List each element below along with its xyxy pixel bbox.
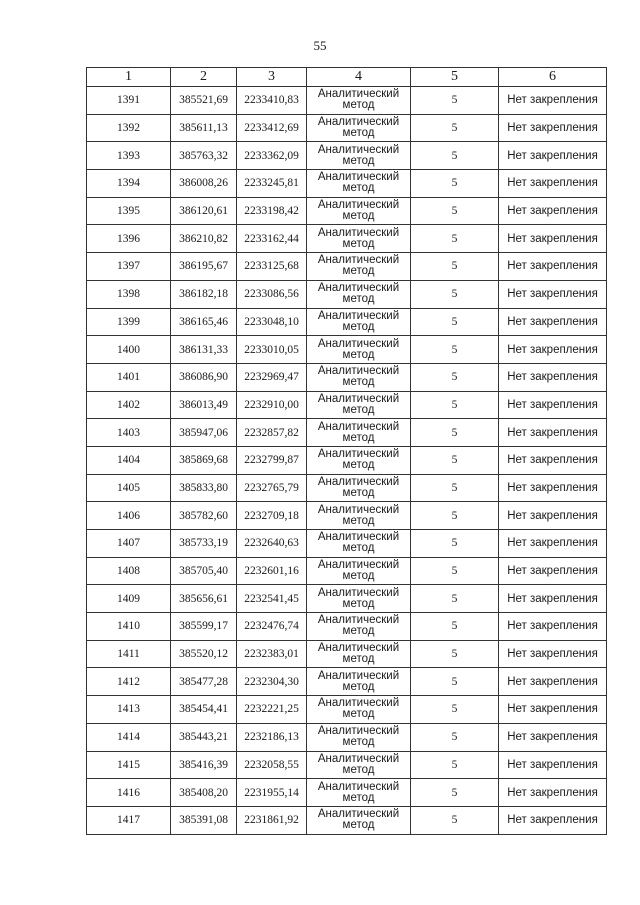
method-line-2: метод	[342, 542, 375, 555]
accuracy-cell: 5	[411, 530, 499, 558]
method-cell	[307, 640, 411, 668]
method-line-2: метод	[342, 348, 375, 361]
table-row	[87, 613, 607, 641]
y-coordinate-cell: 2232969,47	[237, 363, 307, 391]
method-line-2: метод	[342, 403, 375, 416]
y-coordinate-cell: 2232857,82	[237, 419, 307, 447]
fixation-cell: Нет закрепления	[499, 280, 607, 308]
accuracy-cell: 5	[411, 668, 499, 696]
y-coordinate-cell: 2233048,10	[237, 308, 307, 336]
method-line-2: метод	[342, 791, 375, 804]
method-line-1: Аналитический	[317, 475, 400, 488]
point-number-cell: 1410	[87, 613, 171, 641]
method-line-1: Аналитический	[317, 669, 400, 682]
method-cell	[307, 363, 411, 391]
table-row	[87, 585, 607, 613]
fixation-cell: Нет закрепления	[499, 668, 607, 696]
y-coordinate-cell: 2231861,92	[237, 806, 307, 834]
method-cell	[307, 613, 411, 641]
fixation-cell: Нет закрепления	[499, 696, 607, 724]
method-line-2: метод	[342, 127, 375, 140]
y-coordinate-cell: 2232640,63	[237, 530, 307, 558]
y-coordinate-cell: 2232221,25	[237, 696, 307, 724]
x-coordinate-cell: 385869,68	[171, 446, 237, 474]
accuracy-cell: 5	[411, 391, 499, 419]
point-number-cell: 1413	[87, 696, 171, 724]
fixation-cell: Нет закрепления	[499, 87, 607, 115]
method-line-2: метод	[342, 570, 375, 583]
fixation-cell: Нет закрепления	[499, 751, 607, 779]
method-line-2: метод	[342, 154, 375, 167]
point-number-cell: 1412	[87, 668, 171, 696]
fixation-cell: Нет закрепления	[499, 474, 607, 502]
method-line-1: Аналитический	[317, 282, 400, 295]
table-row	[87, 142, 607, 170]
accuracy-cell: 5	[411, 779, 499, 807]
fixation-cell: Нет закрепления	[499, 723, 607, 751]
method-line-1: Аналитический	[317, 420, 400, 433]
method-line-2: метод	[342, 99, 375, 112]
method-cell	[307, 474, 411, 502]
table-row	[87, 557, 607, 585]
accuracy-cell: 5	[411, 114, 499, 142]
method-line-2: метод	[342, 237, 375, 250]
accuracy-cell: 5	[411, 197, 499, 225]
method-line-1: Аналитический	[317, 780, 400, 793]
y-coordinate-cell: 2233362,09	[237, 142, 307, 170]
accuracy-cell: 5	[411, 806, 499, 834]
method-line-2: метод	[342, 680, 375, 693]
x-coordinate-cell: 386182,18	[171, 280, 237, 308]
method-line-2: метод	[342, 597, 375, 610]
method-line-2: метод	[342, 708, 375, 721]
fixation-cell: Нет закрепления	[499, 363, 607, 391]
table-row	[87, 668, 607, 696]
accuracy-cell: 5	[411, 142, 499, 170]
page-number: 55	[313, 38, 327, 53]
method-line-2: метод	[342, 210, 375, 223]
method-line-2: метод	[342, 459, 375, 472]
method-cell	[307, 114, 411, 142]
accuracy-cell: 5	[411, 253, 499, 281]
method-line-2: метод	[342, 293, 375, 306]
method-line-1: Аналитический	[317, 697, 400, 710]
method-line-1: Аналитический	[317, 808, 400, 821]
accuracy-cell: 5	[411, 751, 499, 779]
x-coordinate-cell: 385477,28	[171, 668, 237, 696]
method-cell	[307, 751, 411, 779]
x-coordinate-cell: 385391,08	[171, 806, 237, 834]
fixation-cell: Нет закрепления	[499, 806, 607, 834]
method-line-1: Аналитический	[317, 337, 400, 350]
method-cell	[307, 446, 411, 474]
y-coordinate-cell: 2232541,45	[237, 585, 307, 613]
column-header: 2	[171, 68, 237, 87]
x-coordinate-cell: 385443,21	[171, 723, 237, 751]
table-row	[87, 308, 607, 336]
method-cell	[307, 253, 411, 281]
accuracy-cell: 5	[411, 419, 499, 447]
accuracy-cell: 5	[411, 640, 499, 668]
point-number-cell: 1408	[87, 557, 171, 585]
column-header: 3	[237, 68, 307, 87]
column-header: 1	[87, 68, 171, 87]
method-line-1: Аналитический	[317, 88, 400, 101]
point-number-cell: 1405	[87, 474, 171, 502]
fixation-cell: Нет закрепления	[499, 308, 607, 336]
point-number-cell: 1399	[87, 308, 171, 336]
method-line-2: метод	[342, 320, 375, 333]
fixation-cell: Нет закрепления	[499, 114, 607, 142]
point-number-cell: 1392	[87, 114, 171, 142]
y-coordinate-cell: 2231955,14	[237, 779, 307, 807]
x-coordinate-cell: 386195,67	[171, 253, 237, 281]
fixation-cell: Нет закрепления	[499, 446, 607, 474]
point-number-cell: 1414	[87, 723, 171, 751]
x-coordinate-cell: 385763,32	[171, 142, 237, 170]
point-number-cell: 1400	[87, 336, 171, 364]
method-cell	[307, 391, 411, 419]
method-cell	[307, 668, 411, 696]
accuracy-cell: 5	[411, 723, 499, 751]
x-coordinate-cell: 386165,46	[171, 308, 237, 336]
y-coordinate-cell: 2232765,79	[237, 474, 307, 502]
accuracy-cell: 5	[411, 336, 499, 364]
fixation-cell: Нет закрепления	[499, 779, 607, 807]
table-row	[87, 502, 607, 530]
method-line-1: Аналитический	[317, 725, 400, 738]
method-line-1: Аналитический	[317, 143, 400, 156]
x-coordinate-cell: 386013,49	[171, 391, 237, 419]
accuracy-cell: 5	[411, 170, 499, 198]
method-line-1: Аналитический	[317, 116, 400, 129]
x-coordinate-cell: 385705,40	[171, 557, 237, 585]
method-cell	[307, 225, 411, 253]
point-number-cell: 1393	[87, 142, 171, 170]
column-header: 6	[499, 68, 607, 87]
point-number-cell: 1403	[87, 419, 171, 447]
x-coordinate-cell: 386131,33	[171, 336, 237, 364]
accuracy-cell: 5	[411, 696, 499, 724]
table-row	[87, 723, 607, 751]
point-number-cell: 1406	[87, 502, 171, 530]
y-coordinate-cell: 2232383,01	[237, 640, 307, 668]
method-cell	[307, 502, 411, 530]
method-line-1: Аналитический	[317, 199, 400, 212]
x-coordinate-cell: 386120,61	[171, 197, 237, 225]
method-line-2: метод	[342, 625, 375, 638]
point-number-cell: 1411	[87, 640, 171, 668]
table-row	[87, 336, 607, 364]
table-row	[87, 363, 607, 391]
y-coordinate-cell: 2233410,83	[237, 87, 307, 115]
method-cell	[307, 336, 411, 364]
fixation-cell: Нет закрепления	[499, 502, 607, 530]
method-line-1: Аналитический	[317, 171, 400, 184]
point-number-cell: 1404	[87, 446, 171, 474]
table-row	[87, 446, 607, 474]
method-line-1: Аналитический	[317, 752, 400, 765]
method-line-2: метод	[342, 182, 375, 195]
point-number-cell: 1417	[87, 806, 171, 834]
method-cell	[307, 696, 411, 724]
fixation-cell: Нет закрепления	[499, 530, 607, 558]
accuracy-cell: 5	[411, 280, 499, 308]
accuracy-cell: 5	[411, 446, 499, 474]
table-row	[87, 751, 607, 779]
fixation-cell: Нет закрепления	[499, 225, 607, 253]
accuracy-cell: 5	[411, 87, 499, 115]
y-coordinate-cell: 2232304,30	[237, 668, 307, 696]
y-coordinate-cell: 2232186,13	[237, 723, 307, 751]
table-row	[87, 114, 607, 142]
accuracy-cell: 5	[411, 585, 499, 613]
column-header: 5	[411, 68, 499, 87]
fixation-cell: Нет закрепления	[499, 391, 607, 419]
method-line-1: Аналитический	[317, 531, 400, 544]
x-coordinate-cell: 385416,39	[171, 751, 237, 779]
y-coordinate-cell: 2232910,00	[237, 391, 307, 419]
method-cell	[307, 280, 411, 308]
method-cell	[307, 419, 411, 447]
method-line-1: Аналитический	[317, 365, 400, 378]
x-coordinate-cell: 386086,90	[171, 363, 237, 391]
method-line-1: Аналитический	[317, 226, 400, 239]
y-coordinate-cell: 2233010,05	[237, 336, 307, 364]
x-coordinate-cell: 385833,80	[171, 474, 237, 502]
method-line-1: Аналитический	[317, 448, 400, 461]
accuracy-cell: 5	[411, 308, 499, 336]
method-line-1: Аналитический	[317, 559, 400, 572]
y-coordinate-cell: 2232709,18	[237, 502, 307, 530]
accuracy-cell: 5	[411, 557, 499, 585]
table-row	[87, 806, 607, 834]
table-row	[87, 280, 607, 308]
point-number-cell: 1415	[87, 751, 171, 779]
table-row	[87, 640, 607, 668]
y-coordinate-cell: 2233086,56	[237, 280, 307, 308]
x-coordinate-cell: 386008,26	[171, 170, 237, 198]
accuracy-cell: 5	[411, 474, 499, 502]
fixation-cell: Нет закрепления	[499, 613, 607, 641]
fixation-cell: Нет закрепления	[499, 142, 607, 170]
method-line-1: Аналитический	[317, 503, 400, 516]
y-coordinate-cell: 2233412,69	[237, 114, 307, 142]
x-coordinate-cell: 385611,13	[171, 114, 237, 142]
point-number-cell: 1391	[87, 87, 171, 115]
y-coordinate-cell: 2233162,44	[237, 225, 307, 253]
point-number-cell: 1397	[87, 253, 171, 281]
method-line-1: Аналитический	[317, 586, 400, 599]
y-coordinate-cell: 2233198,42	[237, 197, 307, 225]
accuracy-cell: 5	[411, 613, 499, 641]
method-cell	[307, 170, 411, 198]
point-number-cell: 1402	[87, 391, 171, 419]
fixation-cell: Нет закрепления	[499, 336, 607, 364]
table-row	[87, 419, 607, 447]
accuracy-cell: 5	[411, 502, 499, 530]
method-line-2: метод	[342, 514, 375, 527]
x-coordinate-cell: 385947,06	[171, 419, 237, 447]
x-coordinate-cell: 385408,20	[171, 779, 237, 807]
table-row	[87, 696, 607, 724]
point-number-cell: 1407	[87, 530, 171, 558]
coordinates-table	[86, 67, 607, 835]
method-line-2: метод	[342, 763, 375, 776]
x-coordinate-cell: 385454,41	[171, 696, 237, 724]
method-line-1: Аналитический	[317, 309, 400, 322]
x-coordinate-cell: 385733,19	[171, 530, 237, 558]
header-row	[87, 68, 607, 87]
x-coordinate-cell: 385782,60	[171, 502, 237, 530]
point-number-cell: 1394	[87, 170, 171, 198]
table-row	[87, 530, 607, 558]
method-line-2: метод	[342, 486, 375, 499]
point-number-cell: 1416	[87, 779, 171, 807]
method-cell	[307, 806, 411, 834]
method-cell	[307, 308, 411, 336]
point-number-cell: 1395	[87, 197, 171, 225]
fixation-cell: Нет закрепления	[499, 557, 607, 585]
y-coordinate-cell: 2233125,68	[237, 253, 307, 281]
fixation-cell: Нет закрепления	[499, 640, 607, 668]
method-line-2: метод	[342, 376, 375, 389]
table-row	[87, 225, 607, 253]
y-coordinate-cell: 2233245,81	[237, 170, 307, 198]
accuracy-cell: 5	[411, 225, 499, 253]
method-cell	[307, 557, 411, 585]
table-row	[87, 391, 607, 419]
method-cell	[307, 197, 411, 225]
method-line-1: Аналитический	[317, 254, 400, 267]
method-line-1: Аналитический	[317, 614, 400, 627]
table-row	[87, 87, 607, 115]
accuracy-cell: 5	[411, 363, 499, 391]
method-line-1: Аналитический	[317, 392, 400, 405]
method-line-2: метод	[342, 819, 375, 832]
method-cell	[307, 87, 411, 115]
method-cell	[307, 585, 411, 613]
table-row	[87, 253, 607, 281]
method-cell	[307, 779, 411, 807]
point-number-cell: 1401	[87, 363, 171, 391]
point-number-cell: 1409	[87, 585, 171, 613]
method-line-2: метод	[342, 736, 375, 749]
x-coordinate-cell: 385520,12	[171, 640, 237, 668]
method-cell	[307, 723, 411, 751]
fixation-cell: Нет закрепления	[499, 253, 607, 281]
point-number-cell: 1396	[87, 225, 171, 253]
fixation-cell: Нет закрепления	[499, 170, 607, 198]
fixation-cell: Нет закрепления	[499, 585, 607, 613]
x-coordinate-cell: 385521,69	[171, 87, 237, 115]
method-line-2: метод	[342, 265, 375, 278]
method-line-2: метод	[342, 653, 375, 666]
y-coordinate-cell: 2232799,87	[237, 446, 307, 474]
x-coordinate-cell: 385599,17	[171, 613, 237, 641]
table-row	[87, 474, 607, 502]
table-row	[87, 197, 607, 225]
y-coordinate-cell: 2232476,74	[237, 613, 307, 641]
point-number-cell: 1398	[87, 280, 171, 308]
method-cell	[307, 142, 411, 170]
column-header: 4	[307, 68, 411, 87]
y-coordinate-cell: 2232058,55	[237, 751, 307, 779]
table-row	[87, 170, 607, 198]
method-cell	[307, 530, 411, 558]
y-coordinate-cell: 2232601,16	[237, 557, 307, 585]
table-row	[87, 779, 607, 807]
fixation-cell: Нет закрепления	[499, 419, 607, 447]
x-coordinate-cell: 386210,82	[171, 225, 237, 253]
fixation-cell: Нет закрепления	[499, 197, 607, 225]
method-line-2: метод	[342, 431, 375, 444]
x-coordinate-cell: 385656,61	[171, 585, 237, 613]
method-line-1: Аналитический	[317, 642, 400, 655]
